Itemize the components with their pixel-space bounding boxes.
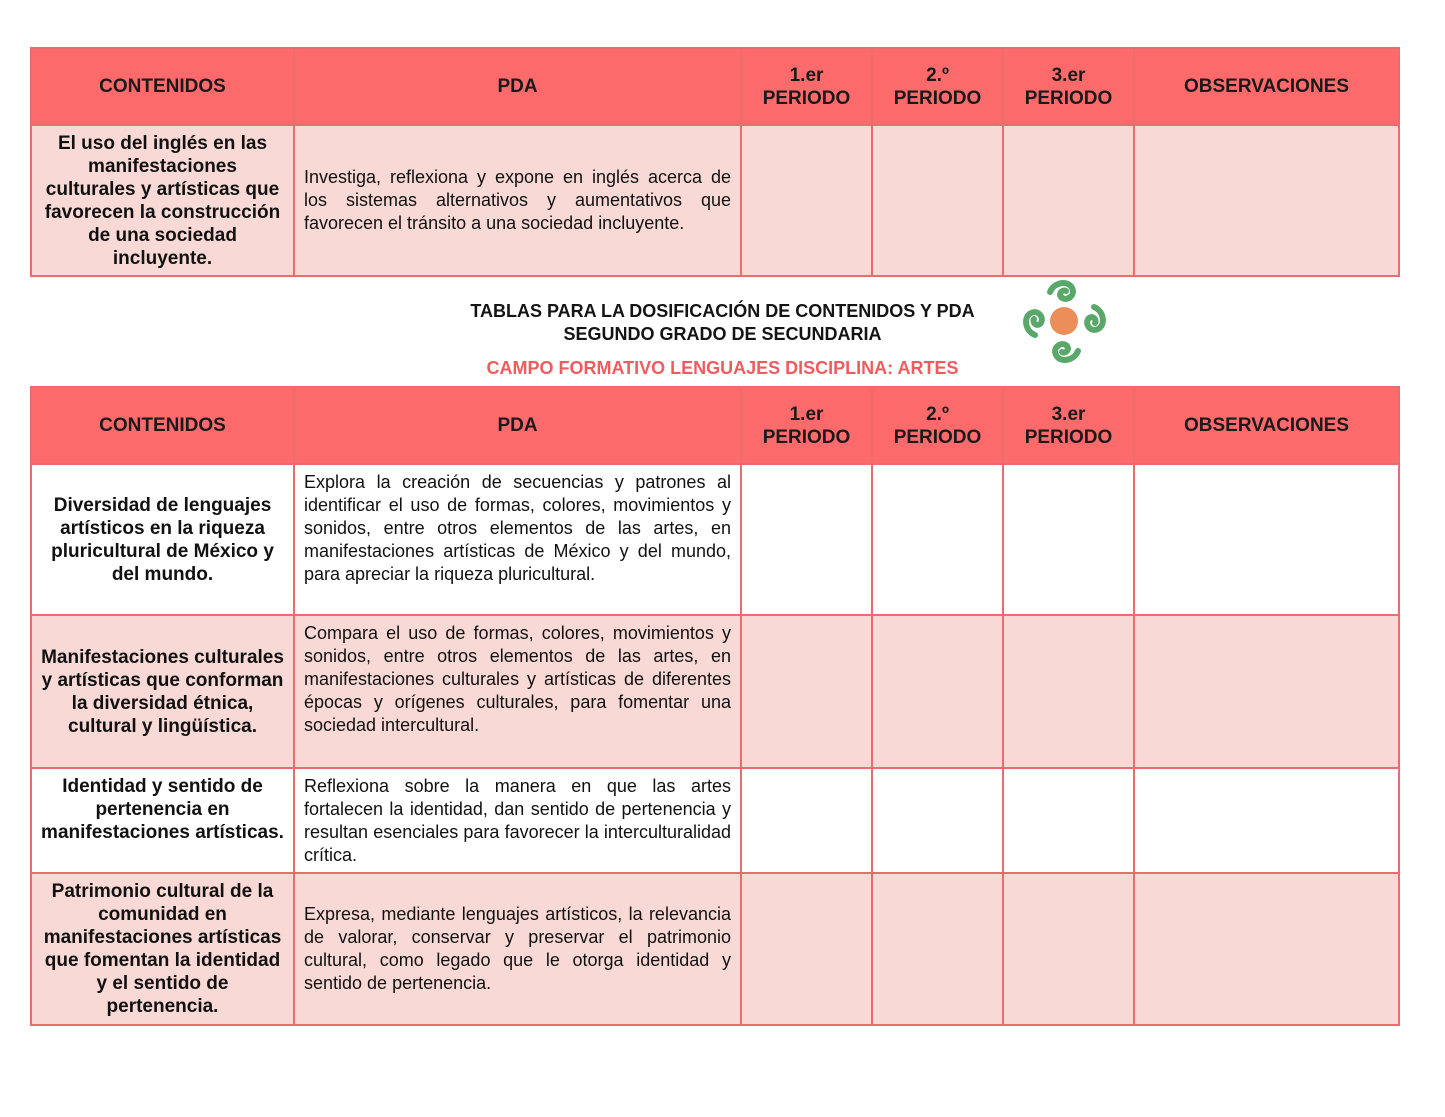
contenido-cell: El uso del inglés en las manifestaciones culturales y artísticas que favorecen la construcción de una sociedad incluyente. <box>31 125 294 276</box>
section-title-line1: TABLAS PARA LA DOSIFICACIÓN DE CONTENIDOS Y PDA <box>470 301 975 321</box>
periodo-1-cell[interactable] <box>741 768 872 873</box>
periodo-3-cell[interactable] <box>1003 125 1134 276</box>
periodo-3-cell[interactable] <box>1003 873 1134 1025</box>
contenido-cell: Patrimonio cultural de la comunidad en manifestaciones artísticas que fomentan la identidad y el sentido de pertenencia. <box>31 873 294 1025</box>
header-periodo-2-line2: PERIODO <box>893 87 982 109</box>
periodo-2-cell[interactable] <box>872 768 1003 873</box>
pda-cell: Explora la creación de secuencias y patrones al identificar el uso de formas, colores, movimientos y sonidos, entre otros elementos de las artes, en manifestaciones artísticas de México y del mundo, para apreciar la riqueza pluricultural. <box>294 464 741 615</box>
pda-cell: Compara el uso de formas, colores, movimientos y sonidos, entre otros elementos de las artes, en manifestaciones culturales y artísticas de diferentes épocas y orígenes culturales, para fomentar una sociedad intercultural. <box>294 615 741 768</box>
table-header-row <box>31 387 1399 464</box>
observaciones-cell[interactable] <box>1134 768 1399 873</box>
header-periodo-3-line1: 3.er <box>1051 403 1086 425</box>
header-contenidos: CONTENIDOS <box>31 48 294 125</box>
header-periodo-1-line2: PERIODO <box>762 87 851 109</box>
periodo-1-cell[interactable] <box>741 873 872 1025</box>
table-row <box>31 615 1399 768</box>
contenido-cell: Manifestaciones culturales y artísticas que conforman la diversidad étnica, cultural y lingüística. <box>31 615 294 768</box>
dosificacion-table-artes <box>30 386 1400 1026</box>
header-periodo-2-line1: 2.º <box>926 64 949 86</box>
pda-cell: Reflexiona sobre la manera en que las artes fortalecen la identidad, dan sentido de pertenencia y resultan esenciales para favorecer la interculturalidad crítica. <box>294 768 741 873</box>
dosificacion-table-ingles <box>30 47 1400 277</box>
periodo-1-cell[interactable] <box>741 125 872 276</box>
observaciones-cell[interactable] <box>1134 615 1399 768</box>
periodo-1-cell[interactable] <box>741 464 872 615</box>
periodo-2-cell[interactable] <box>872 464 1003 615</box>
header-pda: PDA <box>294 387 741 464</box>
periodo-2-cell[interactable] <box>872 615 1003 768</box>
observaciones-cell[interactable] <box>1134 464 1399 615</box>
section-title-line2: SEGUNDO GRADO DE SECUNDARIA <box>563 324 882 344</box>
header-pda: PDA <box>294 48 741 125</box>
pda-cell: Expresa, mediante lenguajes artísticos, la relevancia de valorar, conservar y preservar el patrimonio cultural, como legado que le otorga identidad y sentido de pertenencia. <box>294 873 741 1025</box>
periodo-3-cell[interactable] <box>1003 768 1134 873</box>
periodo-3-cell[interactable] <box>1003 615 1134 768</box>
header-periodo-2-line2: PERIODO <box>893 426 982 448</box>
header-periodo-3-line2: PERIODO <box>1024 426 1113 448</box>
observaciones-cell[interactable] <box>1134 873 1399 1025</box>
section-subtitle: CAMPO FORMATIVO LENGUAJES DISCIPLINA: ARTES <box>486 358 959 378</box>
table-header-row <box>31 48 1399 125</box>
header-periodo-3 <box>1003 48 1134 125</box>
header-periodo-2 <box>872 387 1003 464</box>
pda-cell: Investiga, reflexiona y expone en inglés acerca de los sistemas alternativos y aumentativos que favorecen el tránsito a una sociedad incluyente. <box>294 125 741 276</box>
header-contenidos: CONTENIDOS <box>31 387 294 464</box>
header-observaciones: OBSERVACIONES <box>1134 387 1399 464</box>
header-periodo-2-line1: 2.º <box>926 403 949 425</box>
nem-logo-icon <box>1020 278 1110 366</box>
contenido-cell: Identidad y sentido de pertenencia en manifestaciones artísticas. <box>31 768 294 873</box>
periodo-2-cell[interactable] <box>872 873 1003 1025</box>
table-row <box>31 873 1399 1025</box>
header-periodo-1 <box>741 387 872 464</box>
header-periodo-1-line2: PERIODO <box>762 426 851 448</box>
header-periodo-1-line1: 1.er <box>789 403 824 425</box>
table-row <box>31 125 1399 276</box>
periodo-2-cell[interactable] <box>872 125 1003 276</box>
observaciones-cell[interactable] <box>1134 125 1399 276</box>
table-row <box>31 464 1399 615</box>
header-observaciones: OBSERVACIONES <box>1134 48 1399 125</box>
periodo-3-cell[interactable] <box>1003 464 1134 615</box>
section-title <box>0 300 1445 346</box>
table-row <box>31 768 1399 873</box>
header-periodo-3-line2: PERIODO <box>1024 87 1113 109</box>
header-periodo-1 <box>741 48 872 125</box>
header-periodo-2 <box>872 48 1003 125</box>
contenido-cell: Diversidad de lenguajes artísticos en la riqueza pluricultural de México y del mundo. <box>31 464 294 615</box>
header-periodo-3-line1: 3.er <box>1051 64 1086 86</box>
periodo-1-cell[interactable] <box>741 615 872 768</box>
header-periodo-3 <box>1003 387 1134 464</box>
header-periodo-1-line1: 1.er <box>789 64 824 86</box>
